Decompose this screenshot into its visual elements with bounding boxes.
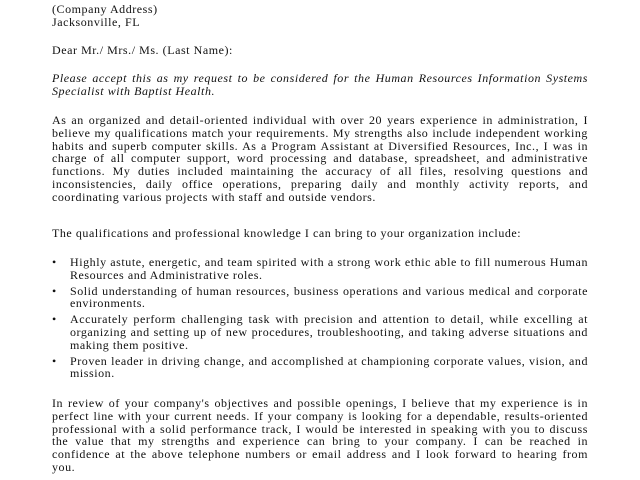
list-item-text: Accurately perform challenging task with precision and attention to detail, while excelling at organizing and setting up of new procedures, troubleshooting, and taking adverse situations and making them positive. [70,312,588,352]
closing-paragraph: In review of your company's objectives and possible openings, I believe that my experience is in perfect line with your current needs. If your company is looking for a dependable, results-oriented professional with a solid performance track, I would be interested in speaking with you to discuss the value that my strengths and experience can bring to your company. I can be reached in confidence at the above telephone numbers or email address and I look forward to hearing from you. [52,396,588,474]
bullet-icon: • [52,353,57,368]
qualifications-intro: The qualifications and professional knowledge I can bring to your organization include: [52,226,522,240]
list-item [52,256,588,282]
intro-paragraph: Please accept this as my request to be considered for the Human Resources Information Systems Specialist with Baptist Health. [52,71,588,98]
list-item-text: Highly astute, energetic, and team spirited with a strong work ethic able to fill numerous Human Resources and Administrative roles. [70,255,588,282]
list-item-text: Solid understanding of human resources, business operations and various medical and corporate environments. [70,283,588,311]
salutation: Dear Mr./ Mrs./ Ms. (Last Name): [52,43,233,57]
bullet-icon: • [52,312,57,327]
list-item [52,355,588,381]
list-item-text: Proven leader in driving change, and accomplished at championing corporate values, vision, and mission. [70,353,588,381]
address-block [52,3,588,29]
city-state: Jacksonville, FL [52,14,141,29]
body-paragraph: As an organized and detail-oriented individual with over 20 years experience in administration, I believe my qualifications match your requirements. My strengths also include independent working habits and superb computer skills. As a Program Assistant at Diversified Resources, Inc., I was in charge of all computer support, word processing and database, spreadsheet, and administrative functions. My duties included maintaining the accuracy of all files, resolving questions and inconsistencies, daily office operations, preparing daily and monthly activity reports, and coordinating various projects with staff and outside vendors. [52,113,588,204]
list-item [52,313,588,351]
bullet-icon: • [52,283,57,298]
list-item [52,285,588,311]
company-address: (Company Address) [52,2,158,16]
bullet-icon: • [52,255,57,269]
qualifications-list [52,256,588,383]
